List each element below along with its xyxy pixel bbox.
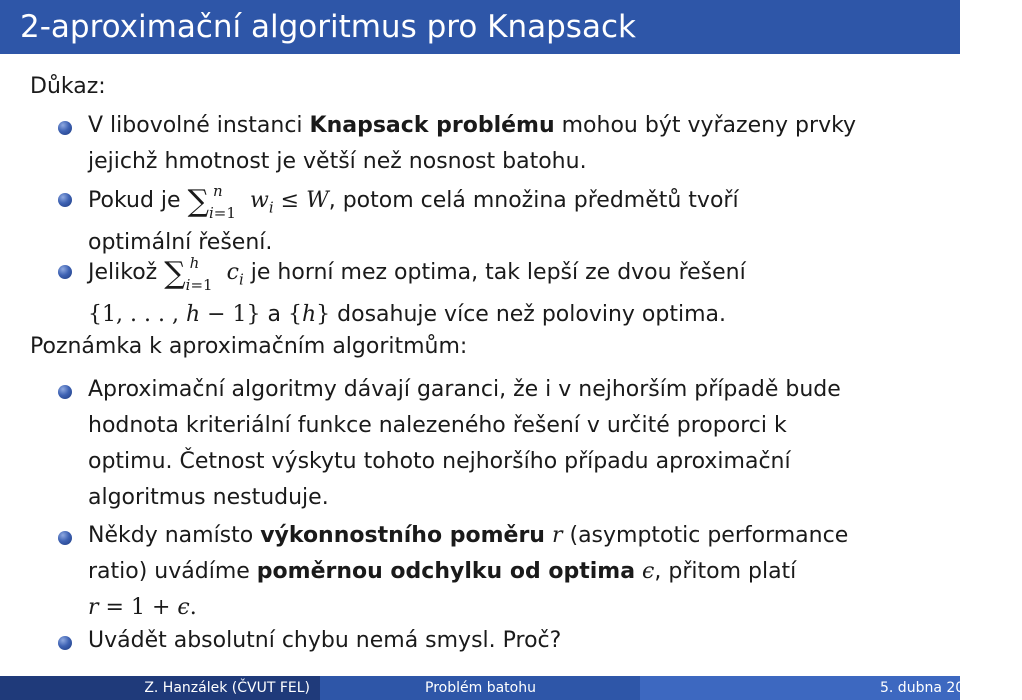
bullet-icon	[58, 193, 72, 207]
footer-topic: Problém batohu	[320, 676, 640, 700]
footer-date: 5. dubna 2011	[880, 680, 982, 696]
proof-item-3: Jelikož ∑ h i=1 $c_i$ je horní mez optima, tak lepší ze dvou řešení {1, . . . , h − 1} a {h} dosahuje více než poloviny optima.	[88, 254, 746, 328]
bullet-icon	[58, 265, 72, 279]
slide-title: 2-aproximační algoritmus pro Knapsack	[20, 9, 636, 45]
bullet-icon	[58, 531, 72, 545]
bullet-icon	[58, 385, 72, 399]
performance-ratio-term: výkonnostního poměru	[260, 523, 545, 548]
sum-symbol: ∑	[187, 184, 209, 219]
sum-limits: n i=1	[208, 182, 236, 222]
slide-title-bar	[0, 0, 960, 54]
sum-symbol: ∑	[164, 256, 186, 291]
knapsack-term: Knapsack problému	[309, 113, 555, 138]
bullet-icon	[58, 121, 72, 135]
footer-page-number: 7 / 15	[982, 680, 1022, 696]
note-item-2: Někdy namísto výkonnostního poměru r (asymptotic performance ratio) uvádíme poměrnou odchylku od optima ϵ, přitom platí r = 1 + ϵ.	[88, 523, 849, 620]
note-item-1: Aproximační algoritmy dávají garanci, že i v nejhorším případě bude hodnota kriteriální funkce nalezeného řešení v určité proporci k optimu. Četnost výskytu tohoto nejhoršího případu aproximační algoritmus nestuduje.	[88, 377, 841, 510]
footer-author: Z. Hanzálek (ČVUT FEL)	[0, 676, 320, 700]
relative-deviation-term: poměrnou odchylku od optima	[256, 559, 636, 584]
proof-item-2: Pokud je ∑ n i=1 $w_i \le W$, potom celá množina předmětů tvoří optimální řešení.	[88, 182, 739, 256]
bullet-icon	[58, 636, 72, 650]
proof-item-1: V libovolné instanci Knapsack problému mohou být vyřazeny prvky jejichž hmotnost je větší než nosnost batohu.	[88, 113, 857, 174]
slide-footer	[0, 676, 1022, 700]
note-heading: Poznámka k aproximačním algoritmům:	[30, 334, 468, 359]
sum-limits: h i=1	[185, 254, 213, 294]
footer-meta	[640, 676, 1022, 700]
note-item-3: Uvádět absolutní chybu nemá smysl. Proč?	[88, 628, 562, 653]
proof-heading: Důkaz:	[30, 74, 106, 99]
